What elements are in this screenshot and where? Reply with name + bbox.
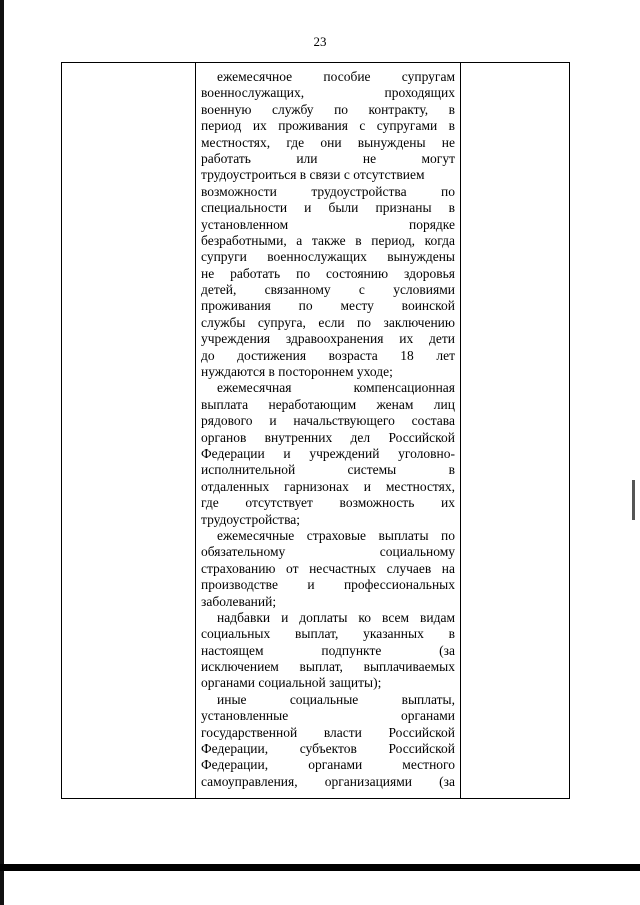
table-column-divider-left: [195, 63, 196, 798]
text-line: отдаленных гарнизонах и местностях,: [201, 478, 455, 494]
text-line: ежемесячная компенсационная: [217, 380, 455, 396]
text-line: рядового и начальствующего состава: [201, 413, 455, 429]
scan-mark-right: [632, 480, 635, 520]
text-line: установленном порядке: [201, 216, 455, 232]
text-line: возможности трудоустройства по: [201, 183, 455, 199]
text-line: Федерации, субъектов Российской: [201, 741, 455, 757]
text-line: до достижения возраста 18 лет: [201, 347, 455, 363]
text-line: учреждения здравоохранения их дети: [201, 331, 455, 347]
text-line: проживания по месту воинской: [201, 298, 455, 314]
text-line: Федерации и учреждений уголовно-: [201, 445, 455, 461]
text-line: службы супруга, если по заключению: [201, 314, 455, 330]
scan-bottom-bar: [0, 864, 640, 871]
text-line: трудоустроиться в связи с отсутствием: [201, 167, 425, 183]
text-line: обязательному социальному: [201, 544, 455, 560]
text-line: самоуправления, организациями (за: [201, 773, 455, 789]
text-line: исключением выплат, выплачиваемых: [201, 659, 455, 675]
text-line: страхованию от несчастных случаев на: [201, 560, 455, 576]
text-line: местностях, где они вынуждены не: [201, 134, 455, 150]
text-line: ежемесячные страховые выплаты по: [217, 527, 455, 543]
text-line: военную службу по контракту, в: [201, 101, 455, 117]
text-line: исполнительной системы в: [201, 462, 455, 478]
text-line: иные социальные выплаты,: [217, 691, 455, 707]
text-line: не работать по состоянию здоровья: [201, 265, 455, 281]
page-number: 23: [313, 34, 327, 49]
text-line: органов внутренних дел Российской: [201, 429, 455, 445]
text-line: супруги военнослужащих вынуждены: [201, 249, 455, 265]
table: [61, 62, 570, 799]
text-line: военнослужащих, проходящих: [201, 85, 455, 101]
text-line: нуждаются в постороннем уходе;: [201, 364, 393, 380]
text-line: где отсутствует возможность их: [201, 495, 455, 511]
text-line: социальных выплат, указанных в: [201, 626, 455, 642]
text-line: период их проживания с супругами в: [201, 118, 455, 134]
text-line: выплата неработающим женам лиц: [201, 396, 455, 412]
text-line: производстве и профессиональных: [201, 577, 455, 593]
scan-edge-left: [0, 0, 4, 905]
text-line: заболеваний;: [201, 593, 277, 609]
table-column-divider-right: [460, 63, 461, 798]
text-line: настоящем подпункте (за: [201, 642, 455, 658]
text-line: органами социальной защиты);: [201, 675, 382, 691]
text-line: Федерации, органами местного: [201, 757, 455, 773]
table-cell-text: [201, 69, 455, 797]
text-line: трудоустройства;: [201, 511, 301, 527]
text-line: безработными, а также в период, когда: [201, 232, 455, 248]
text-line: государственной власти Российской: [201, 724, 455, 740]
text-line: ежемесячное пособие супругам: [217, 69, 455, 84]
text-line: детей, связанному с условиями: [201, 282, 455, 298]
text-line: надбавки и доплаты ко всем видам: [217, 609, 455, 625]
text-line: специальности и были признаны в: [201, 200, 455, 216]
text-line: установленные органами: [201, 708, 455, 724]
text-line: работать или не могут: [201, 150, 455, 166]
